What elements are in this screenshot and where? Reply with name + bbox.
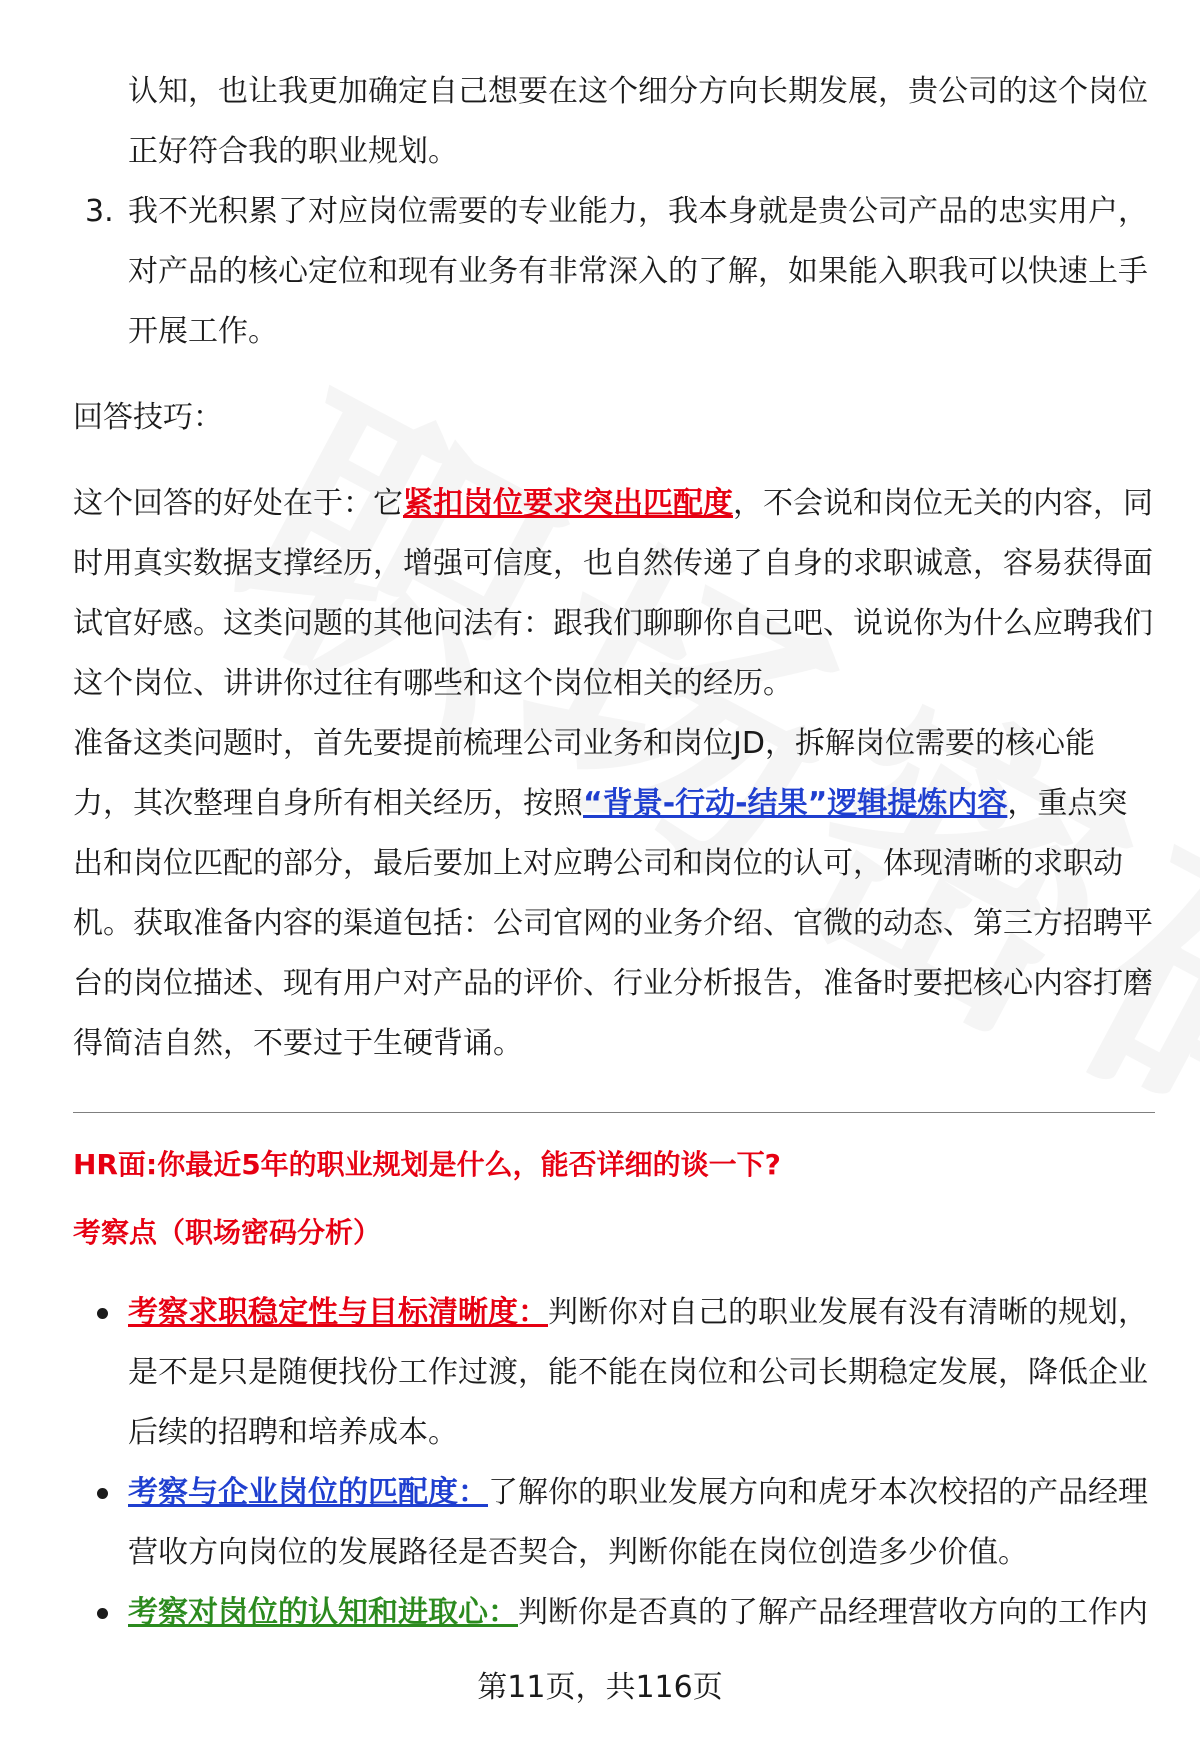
bullet-text: 了解你的职业发展方向和虎牙本次校招的产品经理营收方向岗位的发展路径是否契合，判断你能在岗位创造多少价值。: [128, 1475, 1148, 1570]
list-item-text: 我不光积累了对应岗位需要的专业能力，我本身就是贵公司产品的忠实用户，对产品的核心定位和现有业务有非常深入的了解，如果能入职我可以快速上手开展工作。: [128, 194, 1148, 349]
bullet-label: 考察与企业岗位的匹配度：: [128, 1475, 488, 1510]
text-line: 正好符合我的职业规划。: [128, 134, 458, 169]
bullet-text: 判断你对自己的职业发展有没有清晰的规划，是不是只是随便找份工作过渡，能不能在岗位和公司长期稳定发展，降低企业后续的招聘和培养成本。: [128, 1295, 1148, 1450]
page-content: [73, 62, 1153, 1643]
list-item-2-continuation: [73, 62, 1153, 182]
text-run: 这个回答的好处在于：它: [73, 486, 403, 521]
highlight-blue: “背景-行动-结果”逻辑提炼内容: [583, 786, 1008, 821]
page-number-footer: 第11页，共116页: [477, 1670, 723, 1705]
text-line: 认知，也让我更加确定自己想要在这个细分方向长期发展，贵公司的这个岗位: [128, 74, 1148, 109]
bullet-item-stability: [73, 1283, 1153, 1463]
text-run: ，不会说和岗位无关的内容，同时用真实数据支撑经历，增强可信度，也自然传递了自身的求职诚意，容易获得面试官好感。这类问题的其他问法有：跟我们聊聊你自己吧、说说你为什么应聘我们这个岗位、讲讲你过往有哪些和这个岗位相关的经历。: [73, 486, 1153, 701]
bullet-item-cognition: [73, 1583, 1153, 1643]
tips-paragraph-1: [73, 474, 1153, 714]
analysis-heading: 考察点（职场密码分析）: [73, 1216, 382, 1249]
bullet-dot-icon: [97, 1608, 108, 1619]
list-number: 3.: [85, 194, 114, 229]
tips-paragraph-2: [73, 714, 1153, 1074]
bullet-text: 判断你是否真的了解产品经理营收方向的工作内: [518, 1595, 1148, 1630]
bullet-dot-icon: [97, 1308, 108, 1319]
bullet-item-match: [73, 1463, 1153, 1583]
text-run: ，重点突出和岗位匹配的部分，最后要加上对应聘公司和岗位的认可，体现清晰的求职动机。获取准备内容的渠道包括：公司官网的业务介绍、官微的动态、第三方招聘平台的岗位描述、现有用户对产品的评价、行业分析报告，准备时要把核心内容打磨得简洁自然，不要过于生硬背诵。: [73, 786, 1153, 1061]
section-divider: [73, 1112, 1155, 1113]
bullet-dot-icon: [97, 1488, 108, 1499]
bullet-label: 考察对岗位的认知和进取心：: [128, 1595, 518, 1630]
hr-question-heading: HR面:你最近5年的职业规划是什么，能否详细的谈一下?: [73, 1148, 781, 1181]
list-item-3: [73, 182, 1153, 362]
bullet-label: 考察求职稳定性与目标清晰度：: [128, 1295, 548, 1330]
tips-title: 回答技巧：: [73, 400, 223, 435]
text-run: 准备这类问题时，首先要提前梳理公司业务和岗位JD，拆解岗位需要的核心能力，其次整理自身所有相关经历，按照: [73, 726, 1095, 821]
highlight-red: 紧扣岗位要求突出匹配度: [403, 486, 733, 521]
